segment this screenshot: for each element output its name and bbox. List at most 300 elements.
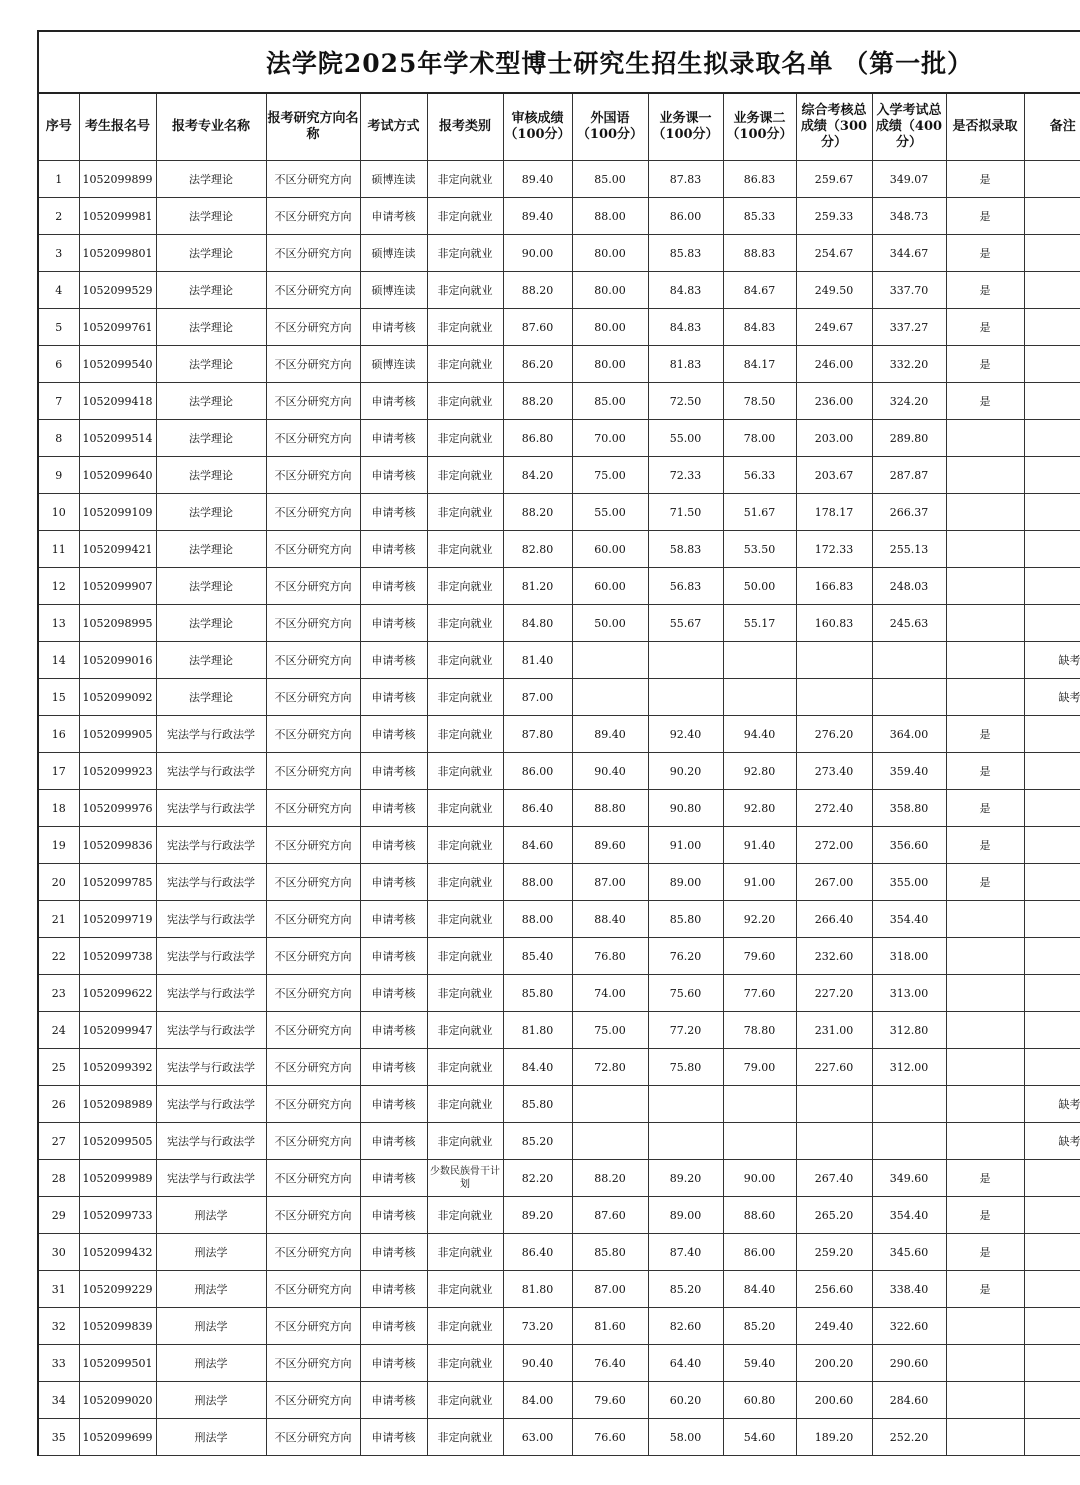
cell-admitted: [946, 420, 1024, 457]
cell-review-score: 82.80: [503, 531, 572, 568]
cell-course-two: 50.00: [723, 568, 796, 605]
cell-entrance-total: 348.73: [872, 198, 946, 235]
cell-course-one: 85.80: [648, 901, 723, 938]
cell-research-direction: 不区分研究方向: [266, 235, 360, 272]
cell-admitted: [946, 531, 1024, 568]
cell-review-score: 84.80: [503, 605, 572, 642]
col-header-admitted: 是否拟录取: [946, 94, 1024, 161]
cell-review-score: 86.20: [503, 346, 572, 383]
cell-exam-method: 申请考核: [360, 975, 427, 1012]
cell-index: 5: [38, 309, 79, 346]
cell-index: 16: [38, 716, 79, 753]
table-body: [38, 161, 1080, 1456]
cell-major: 宪法学与行政法学: [156, 1123, 266, 1160]
cell-registration-no: 1052099640: [79, 457, 156, 494]
cell-course-one: 60.20: [648, 1382, 723, 1419]
cell-admitted: [946, 1049, 1024, 1086]
cell-entrance-total: 356.60: [872, 827, 946, 864]
cell-course-one: [648, 679, 723, 716]
cell-research-direction: 不区分研究方向: [266, 642, 360, 679]
cell-admitted: 是: [946, 309, 1024, 346]
cell-major: 宪法学与行政法学: [156, 975, 266, 1012]
col-header-major: 报考专业名称: [156, 94, 266, 161]
cell-exam-method: 申请考核: [360, 1382, 427, 1419]
cell-index: 6: [38, 346, 79, 383]
cell-registration-no: 1052099733: [79, 1197, 156, 1234]
cell-course-two: 55.17: [723, 605, 796, 642]
table-row: [38, 420, 1080, 457]
cell-category: 非定向就业: [427, 975, 503, 1012]
cell-course-two: 88.83: [723, 235, 796, 272]
cell-major: 宪法学与行政法学: [156, 790, 266, 827]
cell-remarks: [1024, 568, 1080, 605]
cell-review-score: 84.60: [503, 827, 572, 864]
cell-exam-method: 申请考核: [360, 531, 427, 568]
cell-entrance-total: 255.13: [872, 531, 946, 568]
cell-major: 宪法学与行政法学: [156, 901, 266, 938]
cell-exam-method: 硕博连读: [360, 235, 427, 272]
cell-course-one: 55.67: [648, 605, 723, 642]
cell-entrance-total: 359.40: [872, 753, 946, 790]
cell-category: 非定向就业: [427, 383, 503, 420]
table-row: [38, 235, 1080, 272]
cell-comprehensive-total: 249.67: [796, 309, 872, 346]
cell-course-one: 71.50: [648, 494, 723, 531]
cell-review-score: 89.40: [503, 198, 572, 235]
cell-entrance-total: [872, 642, 946, 679]
cell-admitted: [946, 1123, 1024, 1160]
cell-course-two: 78.50: [723, 383, 796, 420]
admission-table: [37, 94, 1080, 1456]
cell-comprehensive-total: 172.33: [796, 531, 872, 568]
cell-admitted: 是: [946, 346, 1024, 383]
cell-index: 2: [38, 198, 79, 235]
cell-index: 3: [38, 235, 79, 272]
cell-course-two: 88.60: [723, 1197, 796, 1234]
cell-registration-no: 1052099899: [79, 161, 156, 198]
cell-course-one: 89.20: [648, 1160, 723, 1197]
cell-research-direction: 不区分研究方向: [266, 1382, 360, 1419]
cell-index: 15: [38, 679, 79, 716]
cell-entrance-total: 337.27: [872, 309, 946, 346]
cell-major: 法学理论: [156, 309, 266, 346]
cell-admitted: 是: [946, 716, 1024, 753]
cell-research-direction: 不区分研究方向: [266, 1123, 360, 1160]
cell-comprehensive-total: 267.40: [796, 1160, 872, 1197]
cell-index: 28: [38, 1160, 79, 1197]
cell-review-score: 89.40: [503, 161, 572, 198]
table-row: [38, 161, 1080, 198]
cell-exam-method: 申请考核: [360, 1012, 427, 1049]
cell-course-one: 84.83: [648, 272, 723, 309]
cell-course-two: 92.80: [723, 790, 796, 827]
cell-admitted: 是: [946, 1271, 1024, 1308]
cell-exam-method: 硕博连读: [360, 346, 427, 383]
cell-review-score: 84.40: [503, 1049, 572, 1086]
cell-registration-no: 1052099229: [79, 1271, 156, 1308]
cell-entrance-total: 332.20: [872, 346, 946, 383]
cell-review-score: 88.20: [503, 494, 572, 531]
cell-entrance-total: 266.37: [872, 494, 946, 531]
cell-course-one: 89.00: [648, 1197, 723, 1234]
cell-index: 9: [38, 457, 79, 494]
cell-major: 宪法学与行政法学: [156, 1049, 266, 1086]
cell-course-one: 75.80: [648, 1049, 723, 1086]
cell-comprehensive-total: 231.00: [796, 1012, 872, 1049]
cell-category: 非定向就业: [427, 161, 503, 198]
cell-remarks: [1024, 309, 1080, 346]
cell-review-score: 86.80: [503, 420, 572, 457]
cell-remarks: [1024, 1308, 1080, 1345]
cell-admitted: [946, 1086, 1024, 1123]
cell-index: 32: [38, 1308, 79, 1345]
cell-index: 34: [38, 1382, 79, 1419]
table-row: [38, 1160, 1080, 1197]
cell-exam-method: 申请考核: [360, 1234, 427, 1271]
title-bar: [37, 30, 1080, 94]
cell-course-two: 79.60: [723, 938, 796, 975]
cell-major: 刑法学: [156, 1308, 266, 1345]
cell-foreign-language: 80.00: [572, 235, 648, 272]
cell-entrance-total: 245.63: [872, 605, 946, 642]
table-row: [38, 1271, 1080, 1308]
cell-registration-no: 1052099719: [79, 901, 156, 938]
cell-admitted: 是: [946, 272, 1024, 309]
table-row: [38, 1234, 1080, 1271]
cell-admitted: [946, 642, 1024, 679]
cell-category: 非定向就业: [427, 827, 503, 864]
table-row: [38, 827, 1080, 864]
cell-entrance-total: 322.60: [872, 1308, 946, 1345]
cell-comprehensive-total: 246.00: [796, 346, 872, 383]
cell-foreign-language: [572, 679, 648, 716]
cell-research-direction: 不区分研究方向: [266, 753, 360, 790]
cell-category: 非定向就业: [427, 605, 503, 642]
cell-foreign-language: [572, 1123, 648, 1160]
cell-foreign-language: 85.00: [572, 161, 648, 198]
cell-foreign-language: 72.80: [572, 1049, 648, 1086]
cell-category: 非定向就业: [427, 309, 503, 346]
cell-course-one: 87.40: [648, 1234, 723, 1271]
cell-admitted: 是: [946, 753, 1024, 790]
cell-registration-no: 1052099392: [79, 1049, 156, 1086]
cell-registration-no: 1052098989: [79, 1086, 156, 1123]
table-row: [38, 1197, 1080, 1234]
cell-major: 宪法学与行政法学: [156, 1086, 266, 1123]
cell-remarks: [1024, 494, 1080, 531]
cell-foreign-language: 87.00: [572, 864, 648, 901]
cell-foreign-language: 88.80: [572, 790, 648, 827]
cell-research-direction: 不区分研究方向: [266, 272, 360, 309]
cell-foreign-language: 80.00: [572, 272, 648, 309]
cell-major: 法学理论: [156, 494, 266, 531]
cell-entrance-total: 252.20: [872, 1419, 946, 1456]
cell-category: 非定向就业: [427, 1086, 503, 1123]
cell-course-two: 78.80: [723, 1012, 796, 1049]
table-row: [38, 568, 1080, 605]
cell-course-one: [648, 1123, 723, 1160]
cell-registration-no: 1052099092: [79, 679, 156, 716]
cell-comprehensive-total: 272.00: [796, 827, 872, 864]
cell-research-direction: 不区分研究方向: [266, 161, 360, 198]
cell-course-one: [648, 1086, 723, 1123]
cell-foreign-language: 75.00: [572, 457, 648, 494]
cell-category: 非定向就业: [427, 346, 503, 383]
cell-course-two: 91.00: [723, 864, 796, 901]
cell-review-score: 87.00: [503, 679, 572, 716]
cell-review-score: 90.00: [503, 235, 572, 272]
cell-exam-method: 申请考核: [360, 1271, 427, 1308]
cell-course-one: 84.83: [648, 309, 723, 346]
table-row: [38, 864, 1080, 901]
cell-comprehensive-total: 276.20: [796, 716, 872, 753]
cell-registration-no: 1052099907: [79, 568, 156, 605]
cell-major: 刑法学: [156, 1419, 266, 1456]
cell-registration-no: 1052099923: [79, 753, 156, 790]
cell-exam-method: 申请考核: [360, 1160, 427, 1197]
cell-remarks: [1024, 753, 1080, 790]
cell-registration-no: 1052099514: [79, 420, 156, 457]
cell-review-score: 85.40: [503, 938, 572, 975]
cell-exam-method: 申请考核: [360, 198, 427, 235]
cell-exam-method: 申请考核: [360, 1049, 427, 1086]
cell-foreign-language: 76.40: [572, 1345, 648, 1382]
cell-registration-no: 1052099501: [79, 1345, 156, 1382]
cell-foreign-language: [572, 642, 648, 679]
cell-comprehensive-total: 267.00: [796, 864, 872, 901]
cell-admitted: 是: [946, 198, 1024, 235]
cell-remarks: 缺考: [1024, 679, 1080, 716]
cell-major: 法学理论: [156, 235, 266, 272]
cell-foreign-language: 70.00: [572, 420, 648, 457]
cell-research-direction: 不区分研究方向: [266, 420, 360, 457]
cell-index: 29: [38, 1197, 79, 1234]
cell-major: 宪法学与行政法学: [156, 1012, 266, 1049]
cell-comprehensive-total: 273.40: [796, 753, 872, 790]
cell-major: 宪法学与行政法学: [156, 716, 266, 753]
cell-entrance-total: 290.60: [872, 1345, 946, 1382]
cell-category: 少数民族骨干计划: [427, 1160, 503, 1197]
cell-category: 非定向就业: [427, 679, 503, 716]
cell-registration-no: 1052099761: [79, 309, 156, 346]
cell-entrance-total: 318.00: [872, 938, 946, 975]
cell-foreign-language: 55.00: [572, 494, 648, 531]
cell-entrance-total: 312.80: [872, 1012, 946, 1049]
cell-comprehensive-total: 256.60: [796, 1271, 872, 1308]
cell-research-direction: 不区分研究方向: [266, 716, 360, 753]
cell-review-score: 82.20: [503, 1160, 572, 1197]
cell-comprehensive-total: 160.83: [796, 605, 872, 642]
cell-course-one: 91.00: [648, 827, 723, 864]
cell-course-two: 56.33: [723, 457, 796, 494]
cell-category: 非定向就业: [427, 531, 503, 568]
cell-remarks: [1024, 346, 1080, 383]
cell-registration-no: 1052099947: [79, 1012, 156, 1049]
cell-research-direction: 不区分研究方向: [266, 864, 360, 901]
cell-remarks: [1024, 901, 1080, 938]
cell-entrance-total: 337.70: [872, 272, 946, 309]
cell-registration-no: 1052099016: [79, 642, 156, 679]
cell-course-one: 90.80: [648, 790, 723, 827]
cell-major: 法学理论: [156, 161, 266, 198]
cell-admitted: 是: [946, 1197, 1024, 1234]
cell-category: 非定向就业: [427, 1382, 503, 1419]
cell-entrance-total: 349.07: [872, 161, 946, 198]
cell-category: 非定向就业: [427, 1419, 503, 1456]
cell-remarks: [1024, 1234, 1080, 1271]
cell-major: 法学理论: [156, 531, 266, 568]
cell-course-two: 84.17: [723, 346, 796, 383]
cell-foreign-language: 79.60: [572, 1382, 648, 1419]
cell-registration-no: 1052099418: [79, 383, 156, 420]
cell-course-one: 89.00: [648, 864, 723, 901]
cell-comprehensive-total: 249.40: [796, 1308, 872, 1345]
cell-major: 法学理论: [156, 420, 266, 457]
cell-review-score: 88.00: [503, 901, 572, 938]
cell-review-score: 86.40: [503, 790, 572, 827]
cell-review-score: 85.80: [503, 1086, 572, 1123]
cell-registration-no: 1052099836: [79, 827, 156, 864]
cell-major: 宪法学与行政法学: [156, 1160, 266, 1197]
cell-exam-method: 申请考核: [360, 605, 427, 642]
cell-comprehensive-total: 178.17: [796, 494, 872, 531]
cell-admitted: 是: [946, 790, 1024, 827]
cell-remarks: [1024, 198, 1080, 235]
cell-entrance-total: 324.20: [872, 383, 946, 420]
cell-major: 刑法学: [156, 1345, 266, 1382]
cell-index: 31: [38, 1271, 79, 1308]
cell-comprehensive-total: 259.33: [796, 198, 872, 235]
cell-review-score: 87.60: [503, 309, 572, 346]
cell-remarks: [1024, 383, 1080, 420]
cell-admitted: [946, 1345, 1024, 1382]
cell-registration-no: 1052099738: [79, 938, 156, 975]
cell-foreign-language: 50.00: [572, 605, 648, 642]
cell-entrance-total: 312.00: [872, 1049, 946, 1086]
cell-course-two: 51.67: [723, 494, 796, 531]
cell-exam-method: 申请考核: [360, 1345, 427, 1382]
cell-admitted: [946, 975, 1024, 1012]
cell-course-two: 91.40: [723, 827, 796, 864]
cell-exam-method: 申请考核: [360, 716, 427, 753]
cell-index: 8: [38, 420, 79, 457]
cell-remarks: [1024, 716, 1080, 753]
table-row: [38, 272, 1080, 309]
cell-remarks: [1024, 420, 1080, 457]
cell-exam-method: 申请考核: [360, 309, 427, 346]
cell-category: 非定向就业: [427, 790, 503, 827]
cell-course-one: 75.60: [648, 975, 723, 1012]
cell-registration-no: 1052099421: [79, 531, 156, 568]
cell-entrance-total: [872, 1123, 946, 1160]
cell-course-one: 87.83: [648, 161, 723, 198]
cell-category: 非定向就业: [427, 1308, 503, 1345]
cell-research-direction: 不区分研究方向: [266, 1012, 360, 1049]
cell-review-score: 85.80: [503, 975, 572, 1012]
cell-index: 23: [38, 975, 79, 1012]
cell-registration-no: 1052099699: [79, 1419, 156, 1456]
cell-research-direction: 不区分研究方向: [266, 1308, 360, 1345]
cell-foreign-language: 75.00: [572, 1012, 648, 1049]
cell-course-two: 59.40: [723, 1345, 796, 1382]
cell-category: 非定向就业: [427, 1012, 503, 1049]
cell-research-direction: 不区分研究方向: [266, 1345, 360, 1382]
cell-comprehensive-total: 232.60: [796, 938, 872, 975]
cell-research-direction: 不区分研究方向: [266, 383, 360, 420]
cell-comprehensive-total: 254.67: [796, 235, 872, 272]
cell-category: 非定向就业: [427, 1234, 503, 1271]
cell-remarks: [1024, 272, 1080, 309]
cell-registration-no: 1052099976: [79, 790, 156, 827]
cell-admitted: [946, 1308, 1024, 1345]
cell-course-one: 58.00: [648, 1419, 723, 1456]
cell-registration-no: 1052099989: [79, 1160, 156, 1197]
cell-admitted: [946, 679, 1024, 716]
cell-research-direction: 不区分研究方向: [266, 309, 360, 346]
cell-review-score: 81.80: [503, 1012, 572, 1049]
cell-index: 10: [38, 494, 79, 531]
cell-research-direction: 不区分研究方向: [266, 1234, 360, 1271]
cell-remarks: [1024, 790, 1080, 827]
table-row: [38, 309, 1080, 346]
cell-major: 刑法学: [156, 1197, 266, 1234]
cell-course-one: 56.83: [648, 568, 723, 605]
cell-category: 非定向就业: [427, 494, 503, 531]
cell-comprehensive-total: 203.67: [796, 457, 872, 494]
cell-remarks: [1024, 1197, 1080, 1234]
cell-course-one: 58.83: [648, 531, 723, 568]
cell-review-score: 63.00: [503, 1419, 572, 1456]
cell-foreign-language: 88.00: [572, 198, 648, 235]
cell-foreign-language: 60.00: [572, 568, 648, 605]
table-row: [38, 457, 1080, 494]
cell-registration-no: 1052099622: [79, 975, 156, 1012]
cell-foreign-language: 76.80: [572, 938, 648, 975]
cell-course-one: 85.20: [648, 1271, 723, 1308]
cell-major: 法学理论: [156, 198, 266, 235]
cell-remarks: [1024, 938, 1080, 975]
cell-research-direction: 不区分研究方向: [266, 531, 360, 568]
cell-course-two: 92.20: [723, 901, 796, 938]
cell-exam-method: 申请考核: [360, 679, 427, 716]
cell-index: 13: [38, 605, 79, 642]
cell-exam-method: 申请考核: [360, 383, 427, 420]
cell-foreign-language: 60.00: [572, 531, 648, 568]
cell-category: 非定向就业: [427, 1345, 503, 1382]
cell-research-direction: 不区分研究方向: [266, 605, 360, 642]
cell-remarks: [1024, 161, 1080, 198]
cell-course-two: 53.50: [723, 531, 796, 568]
cell-category: 非定向就业: [427, 716, 503, 753]
cell-review-score: 81.40: [503, 642, 572, 679]
cell-comprehensive-total: 272.40: [796, 790, 872, 827]
cell-admitted: 是: [946, 864, 1024, 901]
cell-review-score: 84.20: [503, 457, 572, 494]
cell-entrance-total: 354.40: [872, 1197, 946, 1234]
cell-index: 20: [38, 864, 79, 901]
table-row: [38, 1345, 1080, 1382]
cell-entrance-total: 289.80: [872, 420, 946, 457]
cell-foreign-language: 87.00: [572, 1271, 648, 1308]
cell-comprehensive-total: 236.00: [796, 383, 872, 420]
cell-comprehensive-total: 200.20: [796, 1345, 872, 1382]
cell-course-two: [723, 642, 796, 679]
cell-category: 非定向就业: [427, 1123, 503, 1160]
cell-remarks: [1024, 827, 1080, 864]
cell-research-direction: 不区分研究方向: [266, 1419, 360, 1456]
cell-index: 7: [38, 383, 79, 420]
cell-index: 33: [38, 1345, 79, 1382]
